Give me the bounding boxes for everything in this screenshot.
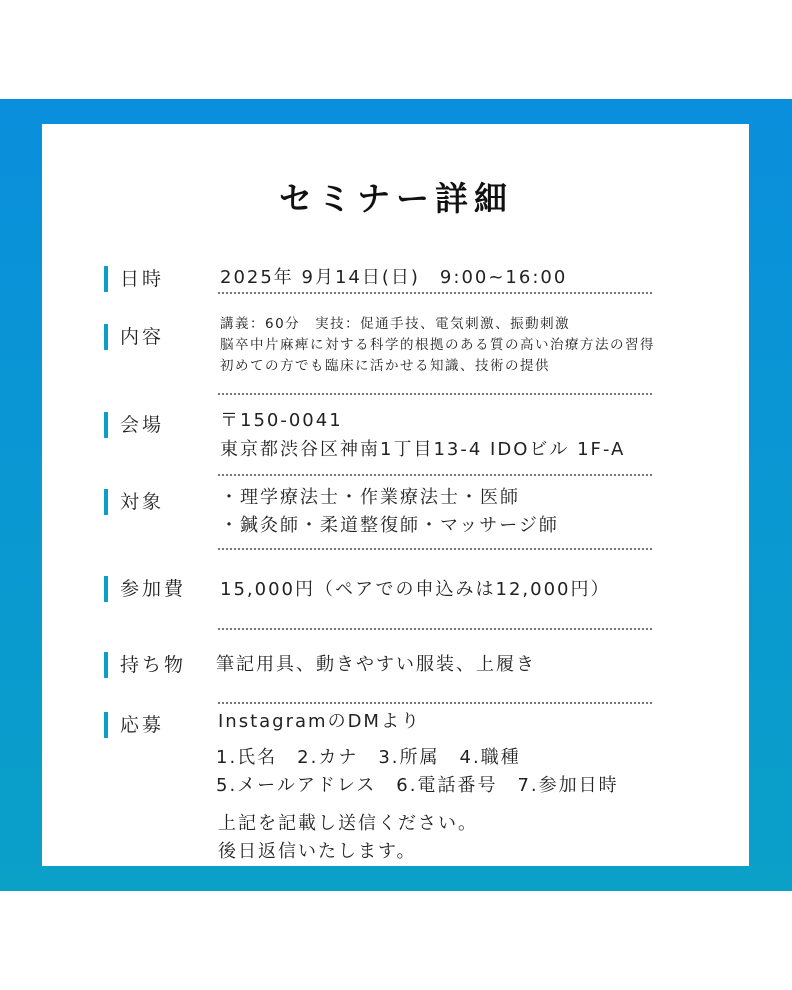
value-target-line-2: ・鍼灸師・柔道整復師・マッサージ師: [220, 515, 559, 536]
label-venue: 会場: [104, 412, 164, 438]
value-venue-line-1: 〒150-0041: [220, 410, 343, 431]
dotted-divider: [218, 548, 652, 550]
value-content-line-1: 講義：60分 実技：促通手技、電気刺激、振動刺激: [220, 316, 571, 332]
value-apply-line-1: InstagramのDMより: [218, 711, 421, 732]
dotted-divider: [218, 628, 652, 630]
label-datetime: 日時: [104, 266, 164, 292]
value-venue-line-2: 東京都渋谷区神南1丁目13-4 IDOビル 1F-A: [220, 439, 626, 460]
dotted-divider: [218, 474, 652, 476]
value-content-line-3: 初めての方でも臨床に活かせる知識、技術の提供: [220, 358, 550, 374]
value-content-line-2: 脳卒中片麻痺に対する科学的根拠のある質の高い治療方法の習得: [220, 337, 655, 353]
value-target-line-1: ・理学療法士・作業療法士・医師: [220, 487, 520, 508]
value-apply-line-2: 1.氏名 2.カナ 3.所属 4.職種: [216, 747, 521, 768]
dotted-divider: [218, 702, 652, 704]
value-apply-line-5: 後日返信いたします。: [218, 841, 417, 862]
value-items: 筆記用具、動きやすい服装、上履き: [216, 654, 536, 675]
label-content: 内容: [104, 324, 164, 350]
value-apply-line-3: 5.メールアドレス 6.電話番号 7.参加日時: [216, 775, 619, 796]
label-items: 持ち物: [104, 652, 186, 678]
page-title: セミナー詳細: [279, 179, 513, 218]
label-fee: 参加費: [104, 576, 186, 602]
value-fee: 15,000円（ペアでの申込みは12,000円）: [220, 579, 611, 600]
dotted-divider: [218, 393, 652, 395]
value-datetime: 2025年 9月14日(日) 9:00~16:00: [220, 267, 568, 288]
dotted-divider: [218, 292, 652, 294]
label-target: 対象: [104, 489, 164, 515]
label-apply: 応募: [104, 712, 164, 738]
value-apply-line-4: 上記を記載し送信ください。: [218, 813, 478, 834]
